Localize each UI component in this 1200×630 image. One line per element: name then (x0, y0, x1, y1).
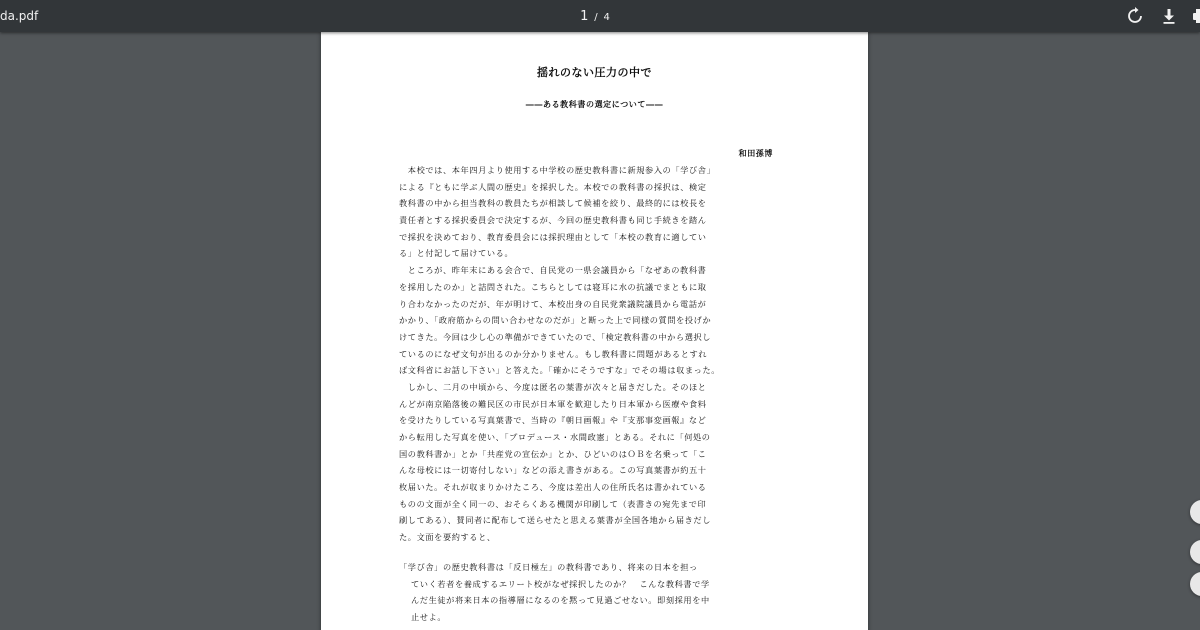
zoom-in-button[interactable] (1190, 540, 1200, 564)
document-body (399, 162, 775, 546)
document-title: 揺れのない圧力の中で (537, 66, 652, 79)
file-title: da.pdf (0, 9, 39, 23)
body-line: 枚届いた。それが収まりかけたころ、今度は差出人の住所氏名は書かれている (399, 482, 707, 493)
body-line: で採択を決めており、教育委員会には採択理由として「本校の教育に適してい (399, 231, 707, 242)
body-line: ば文科省にお話し下さい」と答えた。「確かにそうですな」でその場は収まった。 (399, 365, 721, 376)
body-line: た。文面を要約すると、 (399, 532, 496, 543)
body-line: んな母校には一切寄付しない」などの添え書きがある。この写真葉書が約五十 (399, 465, 707, 476)
print-icon[interactable] (1190, 6, 1200, 26)
body-line: 刷してある）、賛同者に配布して送らせたと思える葉書が全国各地から届きだし (399, 515, 712, 526)
quote-line: ていく若者を養成するエリート校がなぜ採択したのか？ こんな教科書で学 (411, 578, 710, 589)
body-line: 国の教科書か」とか「共産党の宣伝か」とか、ひどいのはＯＢを名乗って「こ (399, 448, 707, 459)
body-line: かかり、「政府筋からの問い合わせなのだが」と断った上で同様の質問を投げか (399, 315, 712, 326)
body-line: を採用したのか」と詰問された。こちらとしては寝耳に水の抗議でまともに取 (399, 281, 707, 292)
body-line: しかし、二月の中頃から、今度は匿名の葉書が次々と届きだした。そのほと (399, 381, 707, 392)
body-line: から転用した写真を使い、「プロデュース・水間政憲」とある。それに「何処の (399, 432, 711, 442)
body-line: んどが南京陥落後の難民区の市民が日本軍を歓迎したり日本軍から医療や食料 (399, 398, 707, 409)
body-line: けてきた。今回は少し心の準備ができていたので、「検定教科書の中から選択し (399, 331, 712, 342)
download-icon[interactable] (1159, 6, 1179, 26)
fit-to-page-button[interactable] (1190, 500, 1200, 524)
document-subtitle: ――ある教科書の選定について―― (525, 100, 664, 109)
pdf-toolbar (0, 0, 1200, 32)
body-line: による『ともに学ぶ人間の歴史』を採択した。本校での教科書の採択は、検定 (399, 181, 707, 192)
zoom-out-button[interactable] (1190, 572, 1200, 596)
body-line: を受けたりしている写真葉書で、当時の『朝日画報』や『支那事変画報』など (399, 415, 707, 426)
quote-line: 止せよ。 (411, 612, 447, 623)
document-author: 和田孫博 (738, 149, 773, 158)
body-line: り合わなかったのだが、年が明けて、本校出身の自民党衆議院議員から電話が (399, 298, 707, 309)
total-pages: 4 (603, 12, 610, 23)
pdf-page (321, 32, 868, 630)
body-line: 責任者とする採択委員会で決定するが、今回の歴史教科書も同じ手続きを踏ん (399, 215, 707, 226)
body-line: 本校では、本年四月より使用する中学校の歴史教科書に新規参入の「学び舎」 (399, 165, 716, 175)
body-line: ているのになぜ文句が出るのか分かりません。もし教科書に問題があるとすれ (399, 348, 708, 359)
quoted-postcard-text (399, 559, 775, 626)
body-line: る」と付記して届けている。 (399, 248, 514, 259)
body-line: 教科書の中から担当教科の教員たちが相談して候補を絞り、最終的には校長を (399, 198, 707, 209)
quote-line: んだ生徒が将来日本の指導層になるのを黙って見過ごせない。即刻採用を中 (411, 595, 710, 606)
quote-line: 「学び舎」の歴史教科書は「反日極左」の教科書であり、将来の日本を担っ (399, 562, 698, 572)
body-line: ところが、昨年末にある会合で、自民党の一県会議員から「なぜあの教科書 (399, 265, 707, 276)
rotate-icon[interactable] (1125, 6, 1145, 26)
page-separator: / (594, 12, 598, 23)
current-page-number[interactable]: 1 (580, 9, 589, 24)
body-line: ものの文面が全く同一の、おそらくある機関が印刷して（表書きの宛先まで印 (399, 498, 707, 509)
page-indicator (560, 0, 630, 32)
